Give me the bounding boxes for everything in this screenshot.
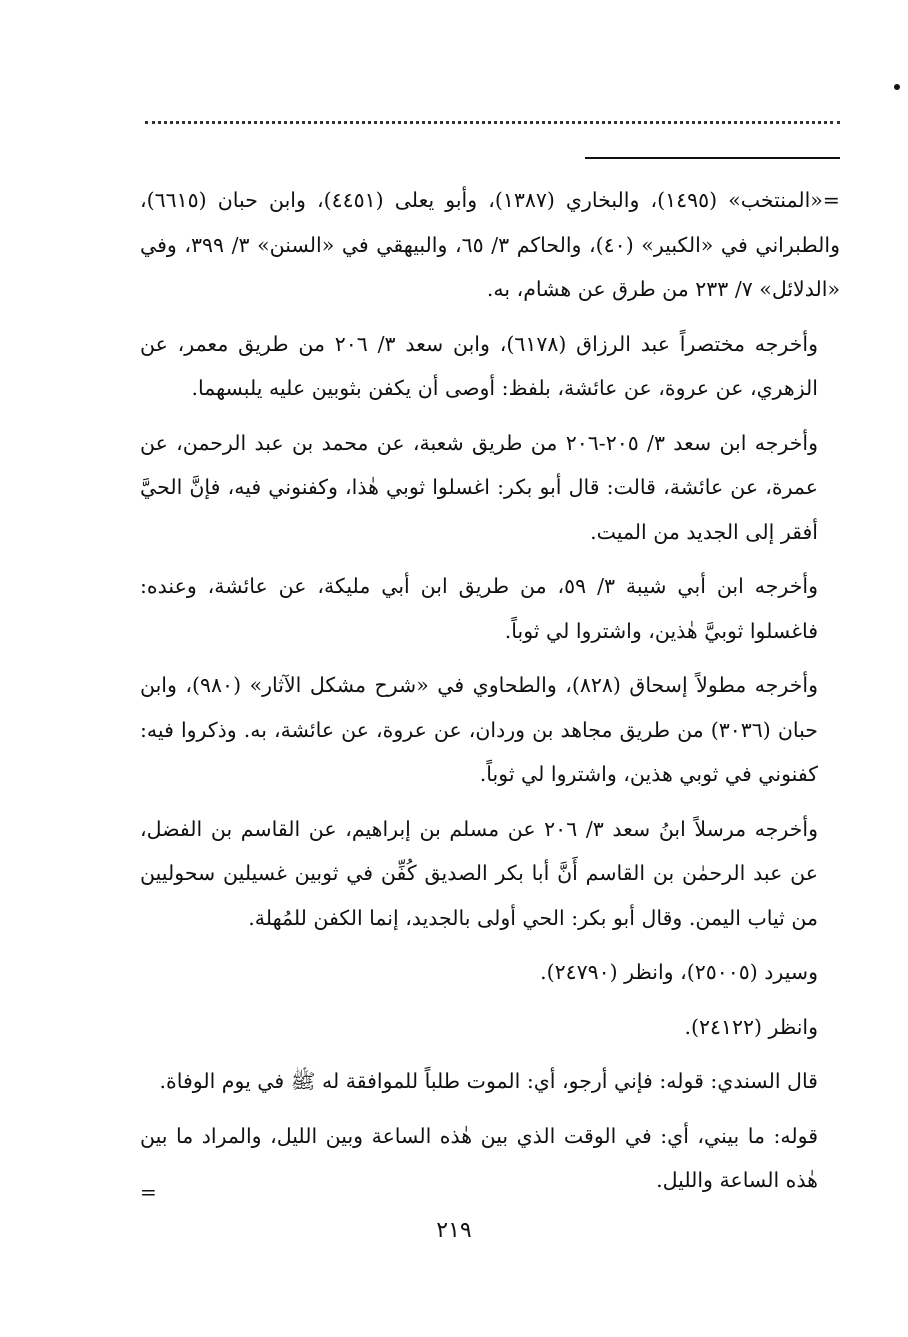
footnote-paragraph: =«المنتخب» (١٤٩٥)، والبخاري (١٣٨٧)، وأبو يعلى (٤٤٥١)، وابن حبان (٦٦١٥)، والطبراني في «الكبير» (٤٠)، والحاكم ٣/ ٦٥، والبيهقي في «السنن» ٣/ ٣٩٩، وفي «الدلائل» ٧/ ٢٣٣ من طرق عن هشام، به. [140,188,841,301]
footnote-paragraph: وأخرجه ابن أبي شيبة ٣/ ٥٩، من طريق ابن أبي مليكة، عن عائشة، وعنده: فاغسلوا ثوبيَّ هٰذين، واشتروا لي ثوباً. [140,574,818,643]
footnote-paragraph: وانظر (٢٤١٢٢). [684,1014,818,1039]
footnote-paragraph: وسيرد (٢٥٠٠٥)، وانظر (٢٤٧٩٠). [540,960,818,984]
continuation-mark: = [140,1180,157,1204]
footnote-paragraph: قوله: ما بيني، أي: في الوقت الذي بين هٰذه الساعة وبين الليل، والمراد ما بين هٰذه الساعة والليل. [140,1123,818,1192]
margin-mark [894,84,900,90]
footnote-separator-rule [585,157,840,159]
dotted-separator [145,121,840,124]
footnote-paragraph: وأخرجه مطولاً إسحاق (٨٢٨)، والطحاوي في «شرح مشكل الآثار» (٩٨٠)، وابن حبان (٣٠٣٦) من طريق مجاهد بن وردان، عن عروة، عن عائشة، به. وذكروا فيه: كفنوني في ثوبي هذين، واشتروا لي ثوباً. [140,673,818,786]
footnote-text [140,178,840,1213]
page-number: ٢١٩ [436,1218,472,1243]
footnote-paragraph: وأخرجه مختصراً عبد الرزاق (٦١٧٨)، وابن سعد ٣/ ٢٠٦ من طريق معمر، عن الزهري، عن عروة، عن عائشة، بلفظ: أوصى أن يكفن بثوبين عليه يلبسهما. [140,331,818,400]
footnote-paragraph: وأخرجه ابن سعد ٣/ ٢٠٥-٢٠٦ من طريق شعبة، عن محمد بن عبد الرحمن، عن عمرة، عن عائشة، قالت: قال أبو بكر: اغسلوا ثوبي هٰذا، وكفنوني فيه، فإنَّ الحيَّ أفقر إلى الجديد من الميت. [140,430,819,544]
footnote-paragraph: قال السندي: قوله: فإني أرجو، أي: الموت طلباً للموافقة له ﷺ في يوم الوفاة. [159,1069,818,1093]
footnote-paragraph: وأخرجه مرسلاً ابنُ سعد ٣/ ٢٠٦ عن مسلم بن إبراهيم، عن القاسم بن الفضل، عن عبد الرحمٰن بن القاسم أَنَّ أبا بكر الصديق كُفِّن في ثوبين غسيلين سحوليين من ثياب اليمن. وقال أبو بكر: الحي أولى بالجديد، إنما الكفن للمُهلة. [140,816,818,930]
